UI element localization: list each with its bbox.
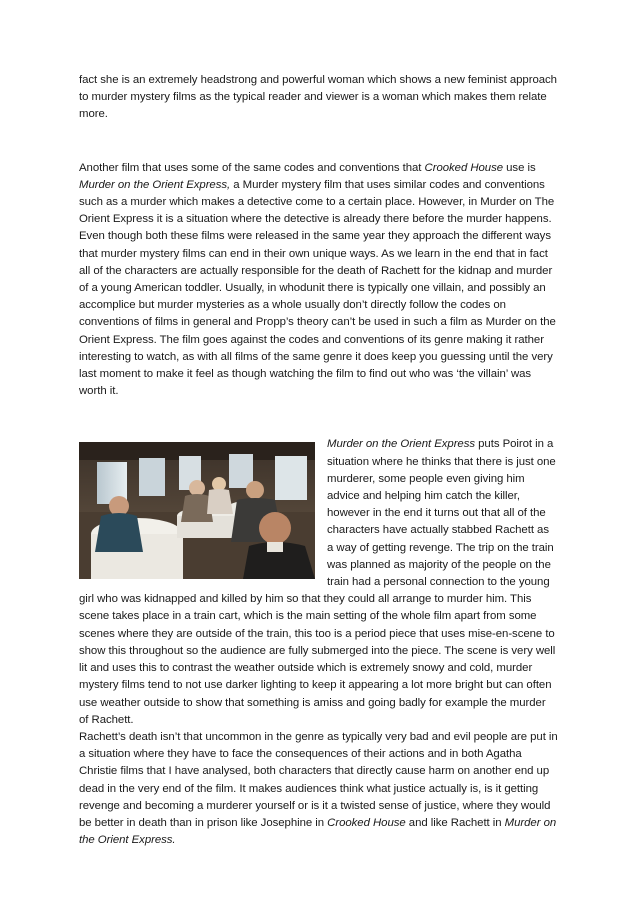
body-text-run: puts Poirot in a situation where he thinks that there is just one murderer, some people even giving him advice and helping him catch the killer, however in the end it turns out that all of the characters have actually stabbed Rachett as a way of getting revenge. The trip on the train was planned as majority of the people on the train had a personal connection to the young girl who was kidnapped and killed by him so that they could all arrange to murder him. This scene takes place in a train cart, which is the main setting of the whole film apart from some scenes where they are outside of the train, this too is a period piece that uses mise-en-scene to show this throughout so the audience are fully submerged into the piece. The scene is very well lit and uses this to contrast the weather outside which is extremely snowy and cold, murder mystery films tend to not use darker lighting to keep it appearing a lot more bright but can often use weather outside to show that something is amiss and going badly for example the murder of Rachett. xyxy=(79,438,556,726)
film-still-image xyxy=(79,442,315,579)
body-text-run: use is xyxy=(503,161,536,174)
body-text-run: a Murder mystery film that uses similar codes and conventions such as a murder which makes a detective come to a certain place. However, in Murder on The Orient Express it is a situation where the detective is already there before the murder happens. Even though both these films were released in the same year they approach the different ways that murder mystery films can end in their own unique ways. As we learn in the end that in fact all of the characters are actually responsible for the death of Rachett for the kidnap and murder of a young American toddler. Usually, in whodunit there is typically one villain, and possibly an accomplice but murder mysteries as a whole usually don’t directly follow the codes on conventions of films in general and Propp’s theory can’t be used in such a film as Murder on the Orient Express. The film goes against the codes and conventions of its genre making it rather interesting to watch, as with all films of the same genre it does keep you guessing until the very last moment to make it feel as though watching the film to find out who was ‘the villain’ was worth it. xyxy=(79,178,556,398)
paragraph-2 xyxy=(79,160,558,401)
italic-title-text: Murder on the Orient Express. xyxy=(79,816,557,847)
body-text-run: Another film that uses some of the same codes and conventions that xyxy=(79,161,425,174)
body-text-run: and like Rachett in xyxy=(405,816,505,829)
paragraph-4 xyxy=(79,729,558,849)
italic-title-text: Crooked House xyxy=(424,161,504,174)
document-body xyxy=(79,72,558,849)
italic-title-text: Murder on the Orient Express xyxy=(327,438,476,451)
body-text-run: Rachett’s death isn’t that uncommon in the genre as typically very bad and evil people are put in a situation where they have to face the consequences of their actions and in both Agatha Christie films that I have analysed, both characters that directly cause harm on another end up dead in the very end of the film. It makes audiences think what justice actually is, is it getting revenge and becoming a murderer yourself or is it a twisted sense of justice, where they would be better in death than in prison like Josephine in xyxy=(79,730,558,829)
paragraph-1 xyxy=(79,72,558,124)
body-text-run: fact she is an extremely headstrong and powerful woman which shows a new feminist approach to murder mystery films as the typical reader and viewer is a woman which makes them relate more. xyxy=(79,74,557,121)
italic-title-text: Crooked House xyxy=(327,816,406,829)
italic-title-text: Murder on the Orient Express, xyxy=(79,178,231,191)
paragraph-3 xyxy=(79,436,558,728)
